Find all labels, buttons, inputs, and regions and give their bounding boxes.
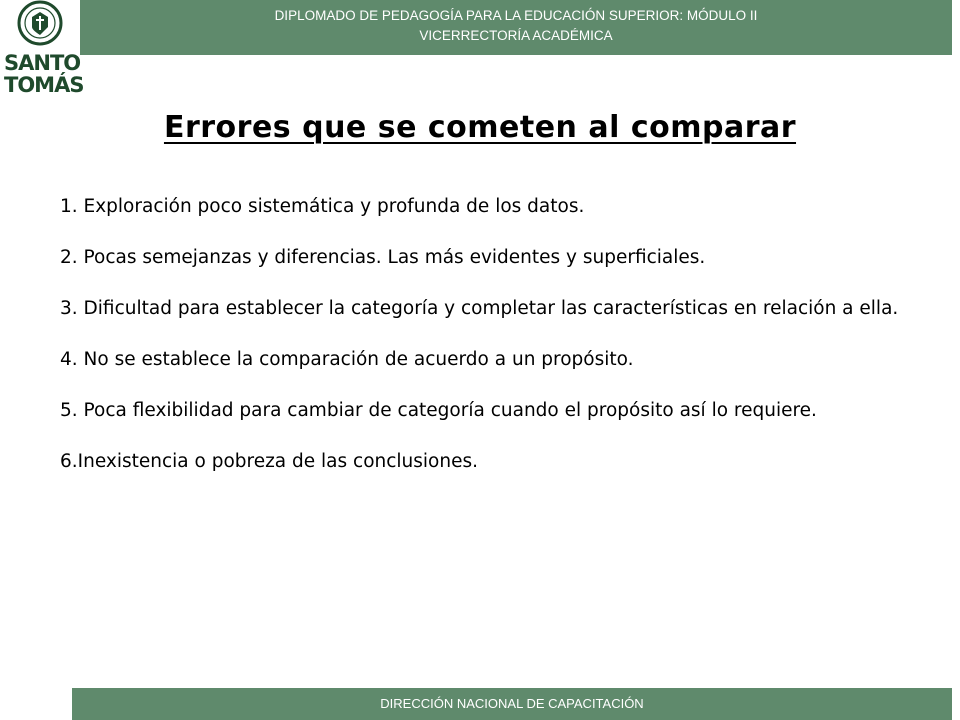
list-item: 5. Poca flexibilidad para cambiar de categoría cuando el propósito así lo requiere. <box>60 400 817 421</box>
list-item: 2. Pocas semejanzas y diferencias. Las más evidentes y superficiales. <box>60 247 706 268</box>
logo-word-tomas: TOMÁS <box>4 73 84 97</box>
university-seal-icon <box>14 0 66 46</box>
footer-band: DIRECCIÓN NACIONAL DE CAPACITACIÓN <box>72 688 952 720</box>
list-item: 3. Dificultad para establecer la categoría y completar las características en relación a ella. <box>60 298 899 319</box>
slide-title-text: Errores que se cometen al comparar <box>163 110 797 145</box>
logo-word-santo: SANTO <box>4 51 81 75</box>
list-item: 4. No se establece la comparación de acuerdo a un propósito. <box>60 349 634 370</box>
header-title-line2: VICERRECTORÍA ACADÉMICA <box>419 28 613 43</box>
slide-title <box>0 110 960 145</box>
header-title-line1: DIPLOMADO DE PEDAGOGÍA PARA LA EDUCACIÓN SUPERIOR: MÓDULO II <box>274 8 758 23</box>
list-item: 6.Inexistencia o pobreza de las conclusiones. <box>60 451 478 472</box>
list-item: 1. Exploración poco sistemática y profunda de los datos. <box>60 196 585 217</box>
header-band <box>80 0 952 55</box>
error-list <box>60 192 950 498</box>
university-logo <box>4 0 84 104</box>
logo-wordmark <box>4 51 84 97</box>
